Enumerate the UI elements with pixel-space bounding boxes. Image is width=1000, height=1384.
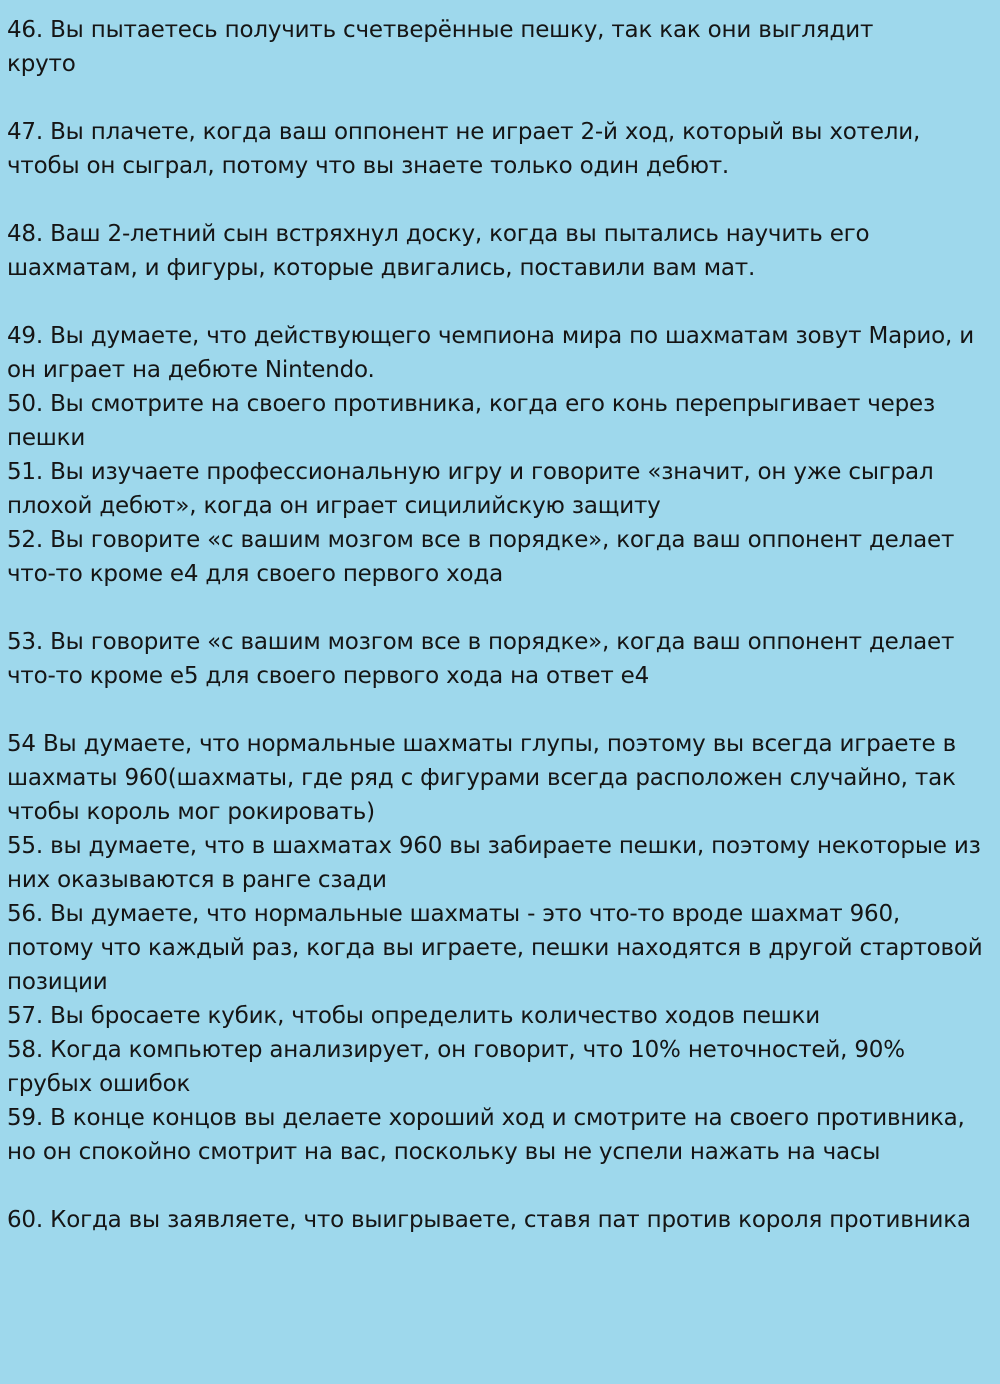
text-line: 59. В конце концов вы делаете хороший ход и смотрите на своего противника,: [7, 1105, 965, 1131]
text-line: потому что каждый раз, когда вы играете, пешки находятся в другой стартовой: [7, 935, 983, 961]
text-line: шахматы 960(шахматы, где ряд с фигурами всегда расположен случайно, так: [7, 765, 956, 791]
text-line: он играет на дебюте Nintendo.: [7, 357, 375, 383]
list-item-53: [7, 625, 992, 693]
paragraph-gap: [7, 183, 992, 217]
text-line: но он спокойно смотрит на вас, поскольку вы не успели нажать на часы: [7, 1139, 881, 1165]
paragraph-gap: [7, 591, 992, 625]
text-line: 47. Вы плачете, когда ваш оппонент не играет 2-й ход, который вы хотели,: [7, 119, 921, 145]
list-item-57: [7, 999, 992, 1033]
text-line: шахматам, и фигуры, которые двигались, поставили вам мат.: [7, 255, 756, 281]
list-item-46: [7, 13, 992, 81]
list-item-55: [7, 829, 992, 897]
text-line: 46. Вы пытаетесь получить счетверённые пешку, так как они выглядит: [7, 17, 874, 43]
text-line: пешки: [7, 425, 86, 451]
text-line: 55. вы думаете, что в шахматах 960 вы забираете пешки, поэтому некоторые из: [7, 833, 981, 859]
text-line: 53. Вы говорите «с вашим мозгом все в порядке», когда ваш оппонент делает: [7, 629, 955, 655]
text-line: 48. Ваш 2-летний сын встряхнул доску, когда вы пытались научить его: [7, 221, 870, 247]
list-item-47: [7, 115, 992, 183]
text-line: плохой дебют», когда он играет сицилийскую защиту: [7, 493, 661, 519]
list-item-51: [7, 455, 992, 523]
text-line: 49. Вы думаете, что действующего чемпиона мира по шахматам зовут Марио, и: [7, 323, 975, 349]
paragraph-gap: [7, 81, 992, 115]
list-item-50: [7, 387, 992, 455]
text-line: чтобы король мог рокировать): [7, 799, 375, 825]
list-item-59: [7, 1101, 992, 1169]
text-line: 57. Вы бросаете кубик, чтобы определить количество ходов пешки: [7, 1003, 820, 1029]
text-line: позиции: [7, 969, 108, 995]
text-line: что-то кроме e4 для своего первого хода: [7, 561, 504, 587]
list-item-58: [7, 1033, 992, 1101]
text-line: 56. Вы думаете, что нормальные шахматы - это что-то вроде шахмат 960,: [7, 901, 900, 927]
text-line: что-то кроме e5 для своего первого хода на ответ e4: [7, 663, 650, 689]
list-item-60: [7, 1203, 992, 1237]
text-line: круто: [7, 51, 76, 77]
list-item-56: [7, 897, 992, 999]
text-column: [7, 13, 992, 1237]
text-line: 58. Когда компьютер анализирует, он говорит, что 10% неточностей, 90%: [7, 1037, 905, 1063]
text-line: чтобы он сыграл, потому что вы знаете только один дебют.: [7, 153, 730, 179]
paragraph-gap: [7, 285, 992, 319]
text-line: 50. Вы смотрите на своего противника, когда его конь перепрыгивает через: [7, 391, 935, 417]
list-item-49: [7, 319, 992, 387]
text-line: них оказываются в ранге сзади: [7, 867, 387, 893]
paragraph-gap: [7, 693, 992, 727]
text-line: 51. Вы изучаете профессиональную игру и говорите «значит, он уже сыграл: [7, 459, 934, 485]
text-line: 52. Вы говорите «с вашим мозгом все в порядке», когда ваш оппонент делает: [7, 527, 955, 553]
list-item-52: [7, 523, 992, 591]
text-line: 60. Когда вы заявляете, что выигрываете, ставя пат против короля противника: [7, 1207, 971, 1233]
list-item-48: [7, 217, 992, 285]
text-line: грубых ошибок: [7, 1071, 191, 1097]
list-item-54: [7, 727, 992, 829]
text-line: 54 Вы думаете, что нормальные шахматы глупы, поэтому вы всегда играете в: [7, 731, 956, 757]
paragraph-gap: [7, 1169, 992, 1203]
